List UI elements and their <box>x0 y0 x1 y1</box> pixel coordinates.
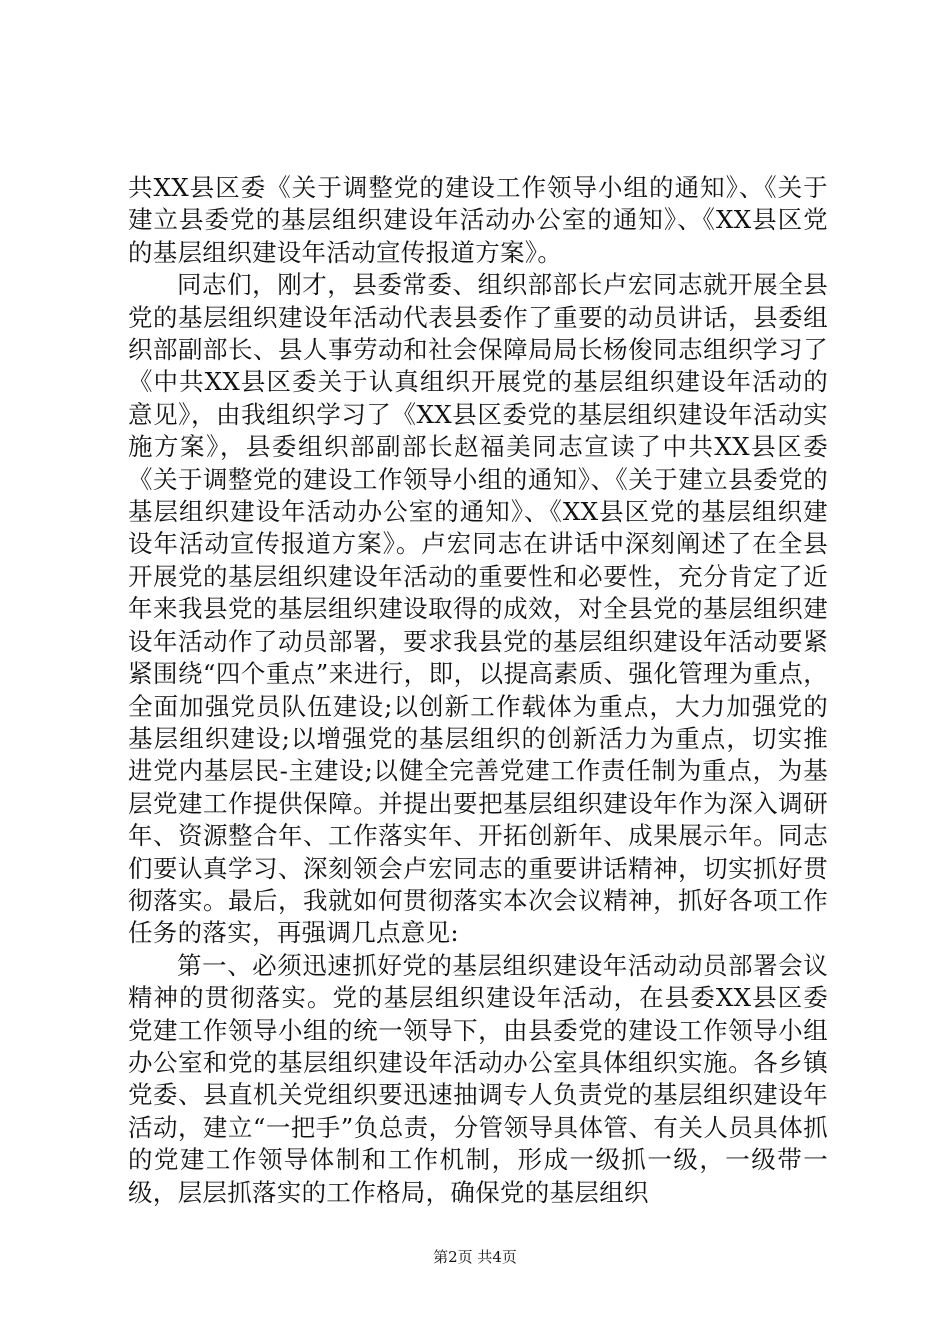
paragraph-continuation: 共XX县区委《关于调整党的建设工作领导小组的通知》、《关于建立县委党的基层组织建设年活动办公室的通知》、《XX县区党的基层组织建设年活动宣传报道方案》。 <box>128 173 828 267</box>
document-body <box>128 172 828 1209</box>
page-number-footer: 第2页 共4页 <box>433 1248 517 1266</box>
paragraph-meeting-summary: 同志们，刚才，县委常委、组织部部长卢宏同志就开展全县党的基层组织建设年活动代表县委作了重要的动员讲话，县委组织部副部长、县人事劳动和社会保障局局长杨俊同志组织学习了《中共XX县区委关于认真组织开展党的基层组织建设年活动的意见》，由我组织学习了《XX县区委党的基层组织建设年活动实施方案》，县委组织部副部长赵福美同志宣读了中共XX县区委《关于调整党的建设工作领导小组的通知》、《关于建立县委党的基层组织建设年活动办公室的通知》、《XX县区党的基层组织建设年活动宣传报道方案》。卢宏同志在讲话中深刻阐述了在全县开展党的基层组织建设年活动的重要性和必要性，充分肯定了近年来我县党的基层组织建设取得的成效，对全县党的基层组织建设年活动作了动员部署，要求我县党的基层组织建设年活动要紧紧围绕“四个重点”来进行，即，以提高素质、强化管理为重点，全面加强党员队伍建设;以创新工作载体为重点，大力加强党的基层组织建设;以增强党的基层组织的创新活力为重点，切实推进党内基层民-主建设;以健全完善党建工作责任制为重点，为基层党建工作提供保障。并提出要把基层组织建设年作为深入调研年、资源整合年、工作落实年、开拓创新年、成果展示年。同志们要认真学习、深刻领会卢宏同志的重要讲话精神，切实抓好贯彻落实。最后，我就如何贯彻落实本次会议精神，抓好各项工作任务的落实，再强调几点意见: <box>128 270 828 948</box>
paragraph-point-one: 第一、必须迅速抓好党的基层组织建设年活动动员部署会议精神的贯彻落实。党的基层组织建设年活动，在县委XX县区委党建工作领导小组的统一领导下，由县委党的建设工作领导小组办公室和党的基层组织建设年活动办公室具体组织实施。各乡镇党委、县直机关党组织要迅速抽调专人负责党的基层组织建设年活动，建立“一把手”负总责，分管领导具体管、有关人员具体抓的党建工作领导体制和工作机制，形成一级抓一级，一级带一级，层层抓落实的工作格局，确保党的基层组织 <box>128 950 828 1207</box>
